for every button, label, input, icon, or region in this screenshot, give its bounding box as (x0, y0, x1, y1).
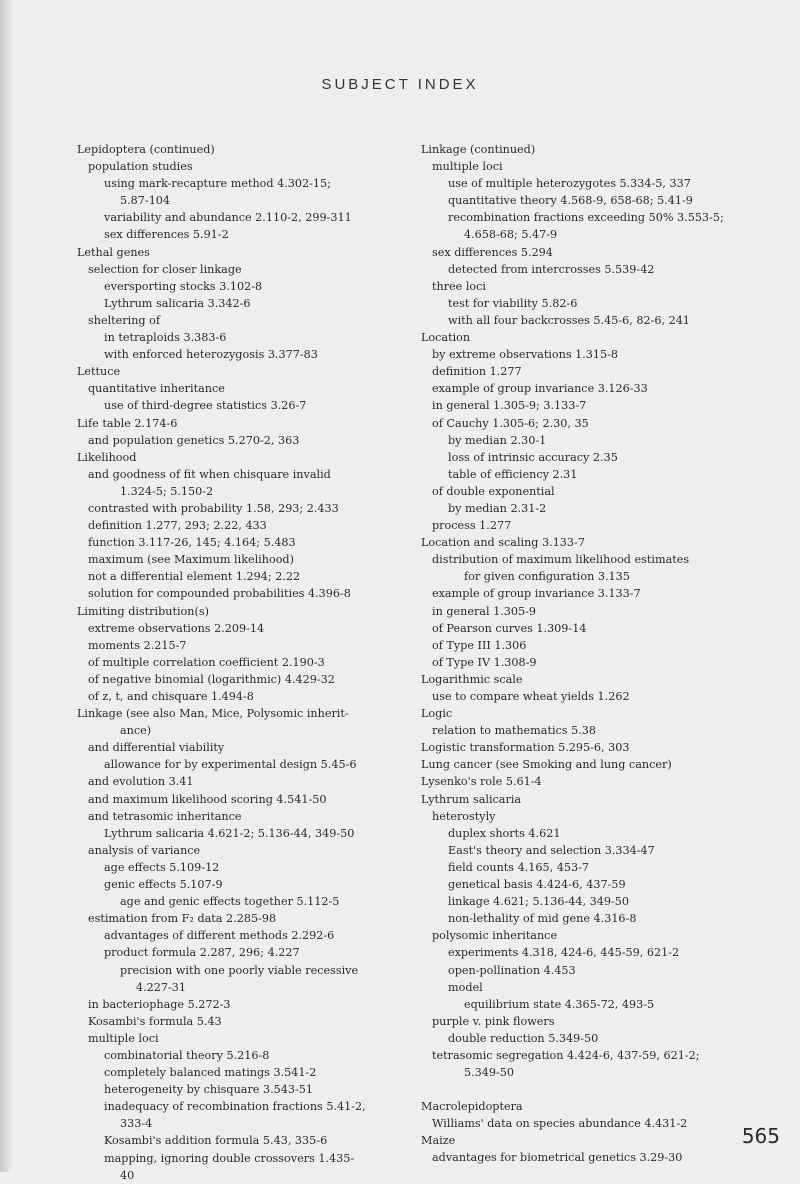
index-entry: Williams' data on species abundance 4.431-2 (432, 1117, 688, 1131)
index-entry: example of group invariance 3.133-7 (432, 587, 641, 601)
index-entry: by median 2.30-1 (448, 433, 547, 447)
index-entry: eversporting stocks 3.102-8 (104, 279, 263, 293)
index-entry: Lythrum salicaria 4.621-2; 5.136-44, 349-50 (104, 826, 355, 840)
index-entry: genetical basis 4.424-6, 437-59 (448, 878, 626, 892)
index-entry: heterogeneity by chisquare 3.543-51 (104, 1083, 314, 1097)
index-entry: Macrolepidoptera (421, 1100, 523, 1114)
index-entry: use of third-degree statistics 3.26-7 (104, 399, 307, 413)
index-entry: Logistic transformation 5.295-6, 303 (421, 741, 630, 755)
index-column-right (421, 141, 789, 1167)
index-entry: of multiple correlation coefficient 2.190-3 (88, 655, 325, 669)
index-entry: contrasted with probability 1.58, 293; 2.433 (88, 501, 339, 515)
index-entry: linkage 4.621; 5.136-44, 349-50 (448, 895, 630, 909)
index-entry: estimation from F₂ data 2.285-98 (88, 912, 277, 926)
index-entry: Linkage (see also Man, Mice, Polysomic inherit- (77, 707, 349, 721)
index-entry: by extreme observations 1.315-8 (432, 348, 619, 362)
index-entry: 4.227-31 (136, 980, 187, 994)
index-entry: purple v. pink flowers (432, 1014, 555, 1028)
index-entry: equilibrium state 4.365-72, 493-5 (464, 997, 655, 1011)
index-entry: quantitative theory 4.568-9, 658-68; 5.41-9 (448, 194, 693, 208)
index-entry: definition 1.277, 293; 2.22, 433 (88, 519, 267, 533)
index-entry: and maximum likelihood scoring 4.541-50 (88, 792, 327, 806)
index-entry: and tetrasomic inheritance (88, 809, 242, 823)
index-entry: moments 2.215-7 (88, 638, 187, 652)
index-entry: of z, t, and chisquare 1.494-8 (88, 690, 254, 703)
index-entry: quantitative inheritance (88, 382, 225, 396)
index-entry: of negative binomial (logarithmic) 4.429-32 (88, 672, 335, 686)
index-entry: with all four backcrosses 5.45-6, 82-6, 241 (448, 313, 690, 327)
index-entry: loss of intrinsic accuracy 2.35 (448, 450, 618, 464)
index-entry: Lettuce (77, 365, 121, 379)
index-entry: 5.349-50 (464, 1066, 515, 1080)
index-entry: Life table 2.174-6 (77, 416, 178, 430)
index-entry: of Cauchy 1.305-6; 2.30, 35 (432, 416, 589, 430)
index-entry: Lethal genes (77, 245, 150, 259)
index-entry: use to compare wheat yields 1.262 (432, 690, 630, 703)
index-entry: solution for compounded probabilities 4.396-8 (88, 587, 351, 601)
index-entry: Location and scaling 3.133-7 (421, 536, 585, 550)
index-entry: Limiting distribution(s) (77, 604, 209, 618)
index-entry: Lysenko's role 5.61-4 (421, 775, 542, 789)
index-entry: 1.324-5; 5.150-2 (120, 484, 214, 498)
index-entry: and population genetics 5.270-2, 363 (88, 433, 300, 447)
index-entry: inadequacy of recombination fractions 5.41-2, (104, 1100, 366, 1114)
index-entry: advantages of different methods 2.292-6 (104, 929, 335, 943)
index-entry: multiple loci (432, 160, 503, 174)
index-entry: sheltering of (88, 313, 160, 327)
index-entry: of Type IV 1.308-9 (432, 655, 537, 669)
index-entry: Lepidoptera (continued) (77, 143, 215, 156)
index-entry: advantages for biometrical genetics 3.29-30 (432, 1151, 683, 1165)
index-entry: non-lethality of mid gene 4.316-8 (448, 912, 637, 926)
index-entry: Maize (421, 1134, 456, 1148)
index-entry: field counts 4.165, 453-7 (448, 860, 589, 874)
index-entry: for given configuration 3.135 (464, 570, 630, 584)
index-entry: combinatorial theory 5.216-8 (104, 1048, 270, 1062)
index-entry: detected from intercrosses 5.539-42 (448, 262, 655, 276)
index-entry: in bacteriophage 5.272-3 (88, 997, 231, 1011)
index-entry: relation to mathematics 5.38 (432, 724, 596, 738)
index-entry: product formula 2.287, 296; 4.227 (104, 946, 300, 960)
index-entry: sex differences 5.91-2 (104, 228, 229, 242)
index-entry: Lung cancer (see Smoking and lung cancer) (421, 758, 672, 772)
index-entry: experiments 4.318, 424-6, 445-59, 621-2 (448, 946, 680, 960)
index-entry: using mark-recapture method 4.302-15; (104, 177, 331, 191)
index-entry: polysomic inheritance (432, 929, 558, 943)
index-entry: selection for closer linkage (88, 262, 242, 276)
index-entry: genic effects 5.107-9 (104, 878, 223, 892)
index-entry: test for viability 5.82-6 (448, 296, 578, 310)
page-title: SUBJECT INDEX (321, 76, 479, 93)
index-entry: 40 (120, 1168, 135, 1182)
index-entry: allowance for by experimental design 5.45-6 (104, 758, 357, 772)
index-entry: recombination fractions exceeding 50% 3.553-5; (448, 211, 724, 225)
index-entry: tetrasomic segregation 4.424-6, 437-59, 621-2; (432, 1048, 700, 1062)
index-entry: age effects 5.109-12 (104, 860, 220, 874)
index-entry: in general 1.305-9 (432, 604, 537, 618)
index-entry: double reduction 5.349-50 (448, 1031, 599, 1045)
index-entry: by median 2.31-2 (448, 501, 547, 515)
index-entry: three loci (432, 279, 487, 293)
index-entry: heterostyly (432, 809, 496, 823)
index-entry: function 3.117-26, 145; 4.164; 5.483 (88, 536, 296, 550)
index-entry: completely balanced matings 3.541-2 (104, 1066, 317, 1080)
index-entry: variability and abundance 2.110-2, 299-311 (104, 211, 352, 225)
index-entry: table of efficiency 2.31 (448, 467, 578, 481)
index-column-left (77, 141, 397, 1184)
index-entry: Likelihood (77, 450, 137, 464)
index-entry: in general 1.305-9; 3.133-7 (432, 399, 587, 413)
index-entry: distribution of maximum likelihood estimates (432, 553, 690, 567)
index-entry: and goodness of fit when chisquare invalid (88, 467, 331, 481)
page-number: 565 (741, 1124, 780, 1148)
index-entry: population studies (88, 160, 193, 174)
index-entry: 333-4 (120, 1117, 153, 1131)
book-spine-shadow (0, 0, 12, 1172)
index-entry: of Pearson curves 1.309-14 (432, 621, 587, 635)
index-entry: multiple loci (88, 1031, 159, 1045)
index-entry: definition 1.277 (432, 365, 522, 379)
index-entry: in tetraploids 3.383-6 (104, 331, 227, 345)
index-entry: 5.87-104 (120, 194, 171, 208)
index-entry: and differential viability (88, 741, 225, 755)
index-entry: extreme observations 2.209-14 (88, 621, 265, 635)
index-entry: maximum (see Maximum likelihood) (88, 553, 294, 567)
index-entry: of double exponential (432, 484, 555, 498)
index-entry: Kosambi's formula 5.43 (88, 1014, 222, 1028)
index-entry: example of group invariance 3.126-33 (432, 382, 648, 396)
index-entry: Logic (421, 707, 453, 721)
index-entry: Lythrum salicaria (421, 792, 522, 806)
index-entry: Linkage (continued) (421, 143, 536, 156)
index-entry: model (448, 980, 483, 994)
index-entry: and evolution 3.41 (88, 775, 194, 789)
index-entry: of Type III 1.306 (432, 638, 527, 652)
index-entry: sex differences 5.294 (432, 245, 553, 259)
index-entry: duplex shorts 4.621 (448, 826, 561, 840)
index-entry: precision with one poorly viable recessive (120, 963, 359, 977)
index-entry: mapping, ignoring double crossovers 1.435- (104, 1151, 355, 1165)
index-entry: age and genic effects together 5.112-5 (120, 895, 340, 909)
index-entry: open-pollination 4.453 (448, 963, 576, 977)
index-entry: Lythrum salicaria 3.342-6 (104, 296, 251, 310)
index-entry: 4.658-68; 5.47-9 (464, 228, 558, 242)
index-entry: Kosambi's addition formula 5.43, 335-6 (104, 1134, 328, 1148)
index-entry: Logarithmic scale (421, 672, 523, 686)
index-entry: use of multiple heterozygotes 5.334-5, 337 (448, 177, 691, 191)
index-gap (421, 1081, 789, 1098)
index-entry: analysis of variance (88, 843, 201, 857)
index-entry: not a differential element 1.294; 2.22 (88, 570, 301, 584)
index-entry: ance) (120, 724, 152, 738)
index-entry: with enforced heterozygosis 3.377-83 (104, 348, 318, 362)
index-entry: process 1.277 (432, 519, 512, 533)
index-entry: East's theory and selection 3.334-47 (448, 843, 655, 857)
index-entry: Location (421, 331, 471, 345)
